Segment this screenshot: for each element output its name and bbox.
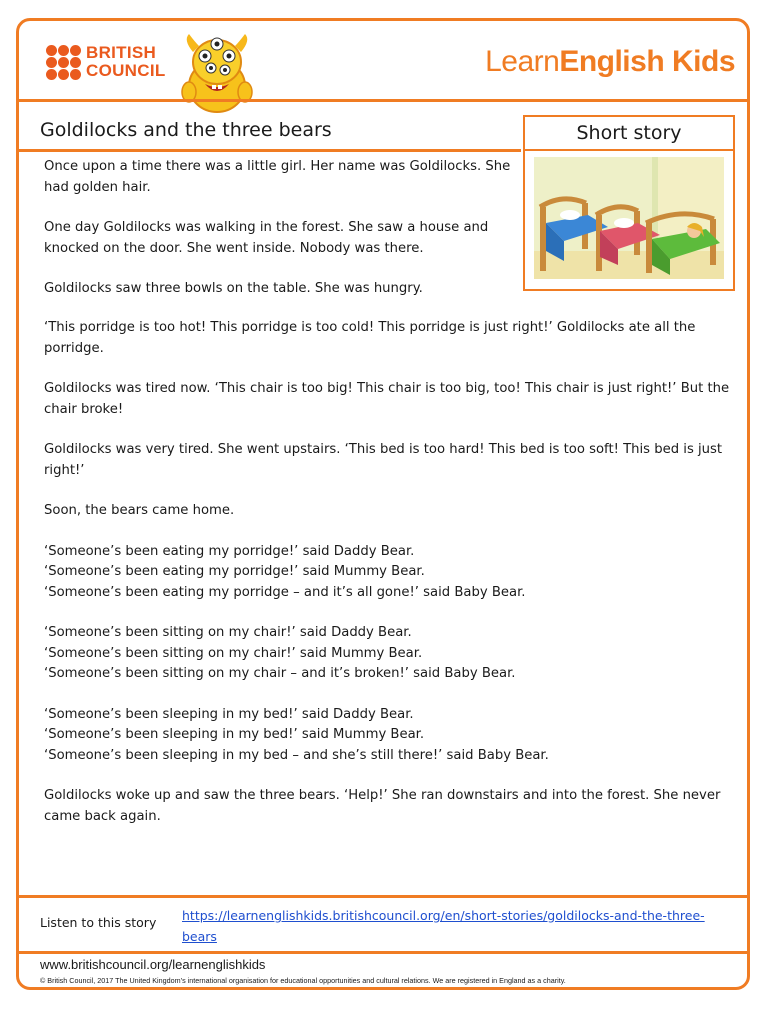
footer-legal: © British Council, 2017 The United Kingdom’s international organisation for educational opportunities and cultural relations. We are registered in England as a charity. [40,976,566,985]
story-type-label: Short story [525,117,733,151]
header-divider [19,99,747,102]
title-underline [19,149,521,152]
story-paragraph: ‘This porridge is too hot! This porridge is too cold! This porridge is just right!’ Goldilocks ate all the porridge. [44,320,696,356]
dialogue-line: ‘Someone’s been sitting on my chair!’ said Daddy Bear. [44,625,412,640]
dialogue-line: ‘Someone’s been eating my porridge!’ said Daddy Bear. [44,543,415,559]
story-ending: Goldilocks woke up and saw the three bears. ‘Help!’ She ran downstairs and into the forest. She never came back again. [44,788,721,824]
dialogue-bed [44,705,734,767]
yellow-monster-mascot-icon [177,32,257,116]
story-main [44,318,734,847]
listen-bottom-divider [19,951,747,954]
story-paragraph: Goldilocks was tired now. ‘This chair is too big! This chair is too big, too! This chair is just right!’ But the chair broke! [44,381,730,417]
story-paragraph: Soon, the bears came home. [44,503,235,518]
dialogue-line: ‘Someone’s been sitting on my chair!’ said Mummy Bear. [44,645,423,661]
dialogue-line: ‘Someone’s been sleeping in my bed – and she’s still there!’ said Baby Bear. [44,747,549,763]
brand-learn: Learn [485,45,560,78]
story-paragraph: Goldilocks saw three bowls on the table. She was hungry. [44,281,423,296]
british-council-dots-icon [46,45,82,81]
dialogue-line: ‘Someone’s been sleeping in my bed!’ said Daddy Bear. [44,706,414,722]
story-intro [44,157,514,320]
story-paragraph: Goldilocks was very tired. She went upstairs. ‘This bed is too hard! This bed is too soft! This bed is just right!’ [44,442,723,478]
brand-english-kids: English Kids [559,45,735,78]
story-audio-link[interactable]: https://learnenglishkids.britishcouncil.org/en/short-stories/goldilocks-and-the-three-bears [182,908,705,944]
dialogue-line: ‘Someone’s been sitting on my chair – and it’s broken!’ said Baby Bear. [44,666,516,681]
listen-label: Listen to this story [40,915,157,930]
header [19,21,747,99]
three-beds-illustration-icon [534,157,724,279]
learnenglish-kids-wordmark[interactable] [485,45,735,79]
page-title: Goldilocks and the three bears [40,119,332,141]
dialogue-chair [44,623,734,685]
story-paragraph: Once upon a time there was a little girl. Her name was Goldilocks. She had golden hair. [44,159,511,195]
dialogue-line: ‘Someone’s been eating my porridge – and it’s all gone!’ said Baby Bear. [44,584,526,600]
story-type-box [523,115,735,291]
dialogue-line: ‘Someone’s been eating my porridge!’ said Mummy Bear. [44,564,425,579]
dialogue-porridge [44,542,734,604]
story-paragraph: One day Goldilocks was walking in the forest. She saw a house and knocked on the door. She went inside. Nobody was there. [44,220,489,256]
footer-url[interactable]: www.britishcouncil.org/learnenglishkids [40,957,266,972]
dialogue-line: ‘Someone’s been sleeping in my bed!’ said Mummy Bear. [44,727,425,742]
british-council-wordmark: BRITISH COUNCIL [86,43,166,80]
listen-row [19,895,747,951]
